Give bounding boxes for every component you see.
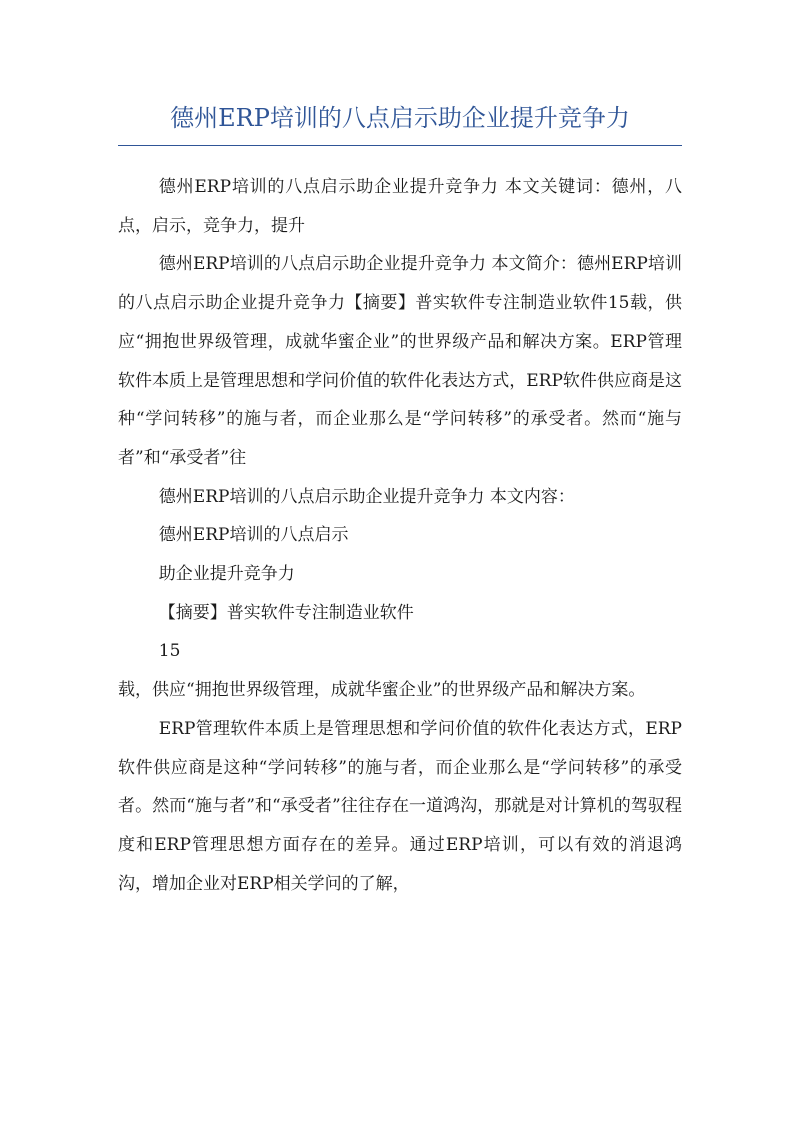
- paragraph-heading-line-1: 德州ERP培训的八点启示: [158, 525, 349, 546]
- paragraph-main-text: ERP管理软件本质上是管理思想和学问价值的软件化表达方式，ERP软件供应商是这种“学问转移”的施与者，而企业那么是“学问转移”的承受者。然而“施与者”和“承受者”往往存在一道鸿沟，那就是对计算机的驾驭程度和ERP管理思想方面存在的差异。通过ERP培训，可以有效的消退鸿沟，增加企业对ERP相关学问的了解，: [118, 718, 682, 894]
- paragraph-abstract-continued: 载，供应“拥抱世界级管理，成就华蜜企业”的世界级产品和解决方案。: [118, 680, 646, 701]
- paragraph-heading-line-2: 助企业提升竞争力: [158, 564, 295, 585]
- paragraph-number: 15: [158, 641, 181, 662]
- document-title: 德州ERP培训的八点启示助企业提升竞争力: [170, 104, 630, 132]
- paragraph-keywords: 德州ERP培训的八点启示助企业提升竞争力 本文关键词：德州，八点，启示，竞争力，提升: [118, 177, 682, 236]
- document-body: [118, 168, 682, 903]
- paragraph-content-label: 德州ERP培训的八点启示助企业提升竞争力 本文内容：: [158, 486, 575, 507]
- paragraph-abstract: 【摘要】普实软件专注制造业软件: [158, 602, 414, 623]
- title-divider: [118, 145, 682, 146]
- paragraph-summary: 德州ERP培训的八点启示助企业提升竞争力 本文简介：德州ERP培训的八点启示助企业提升竞争力【摘要】普实软件专注制造业软件15载，供应“拥抱世界级管理，成就华蜜企业”的世界级产品和解决方案。ERP管理软件本质上是管理思想和学问价值的软件化表达方式，ERP软件供应商是这种“学问转移”的施与者，而企业那么是“学问转移”的承受者。然而“施与者”和“承受者”往: [118, 254, 682, 468]
